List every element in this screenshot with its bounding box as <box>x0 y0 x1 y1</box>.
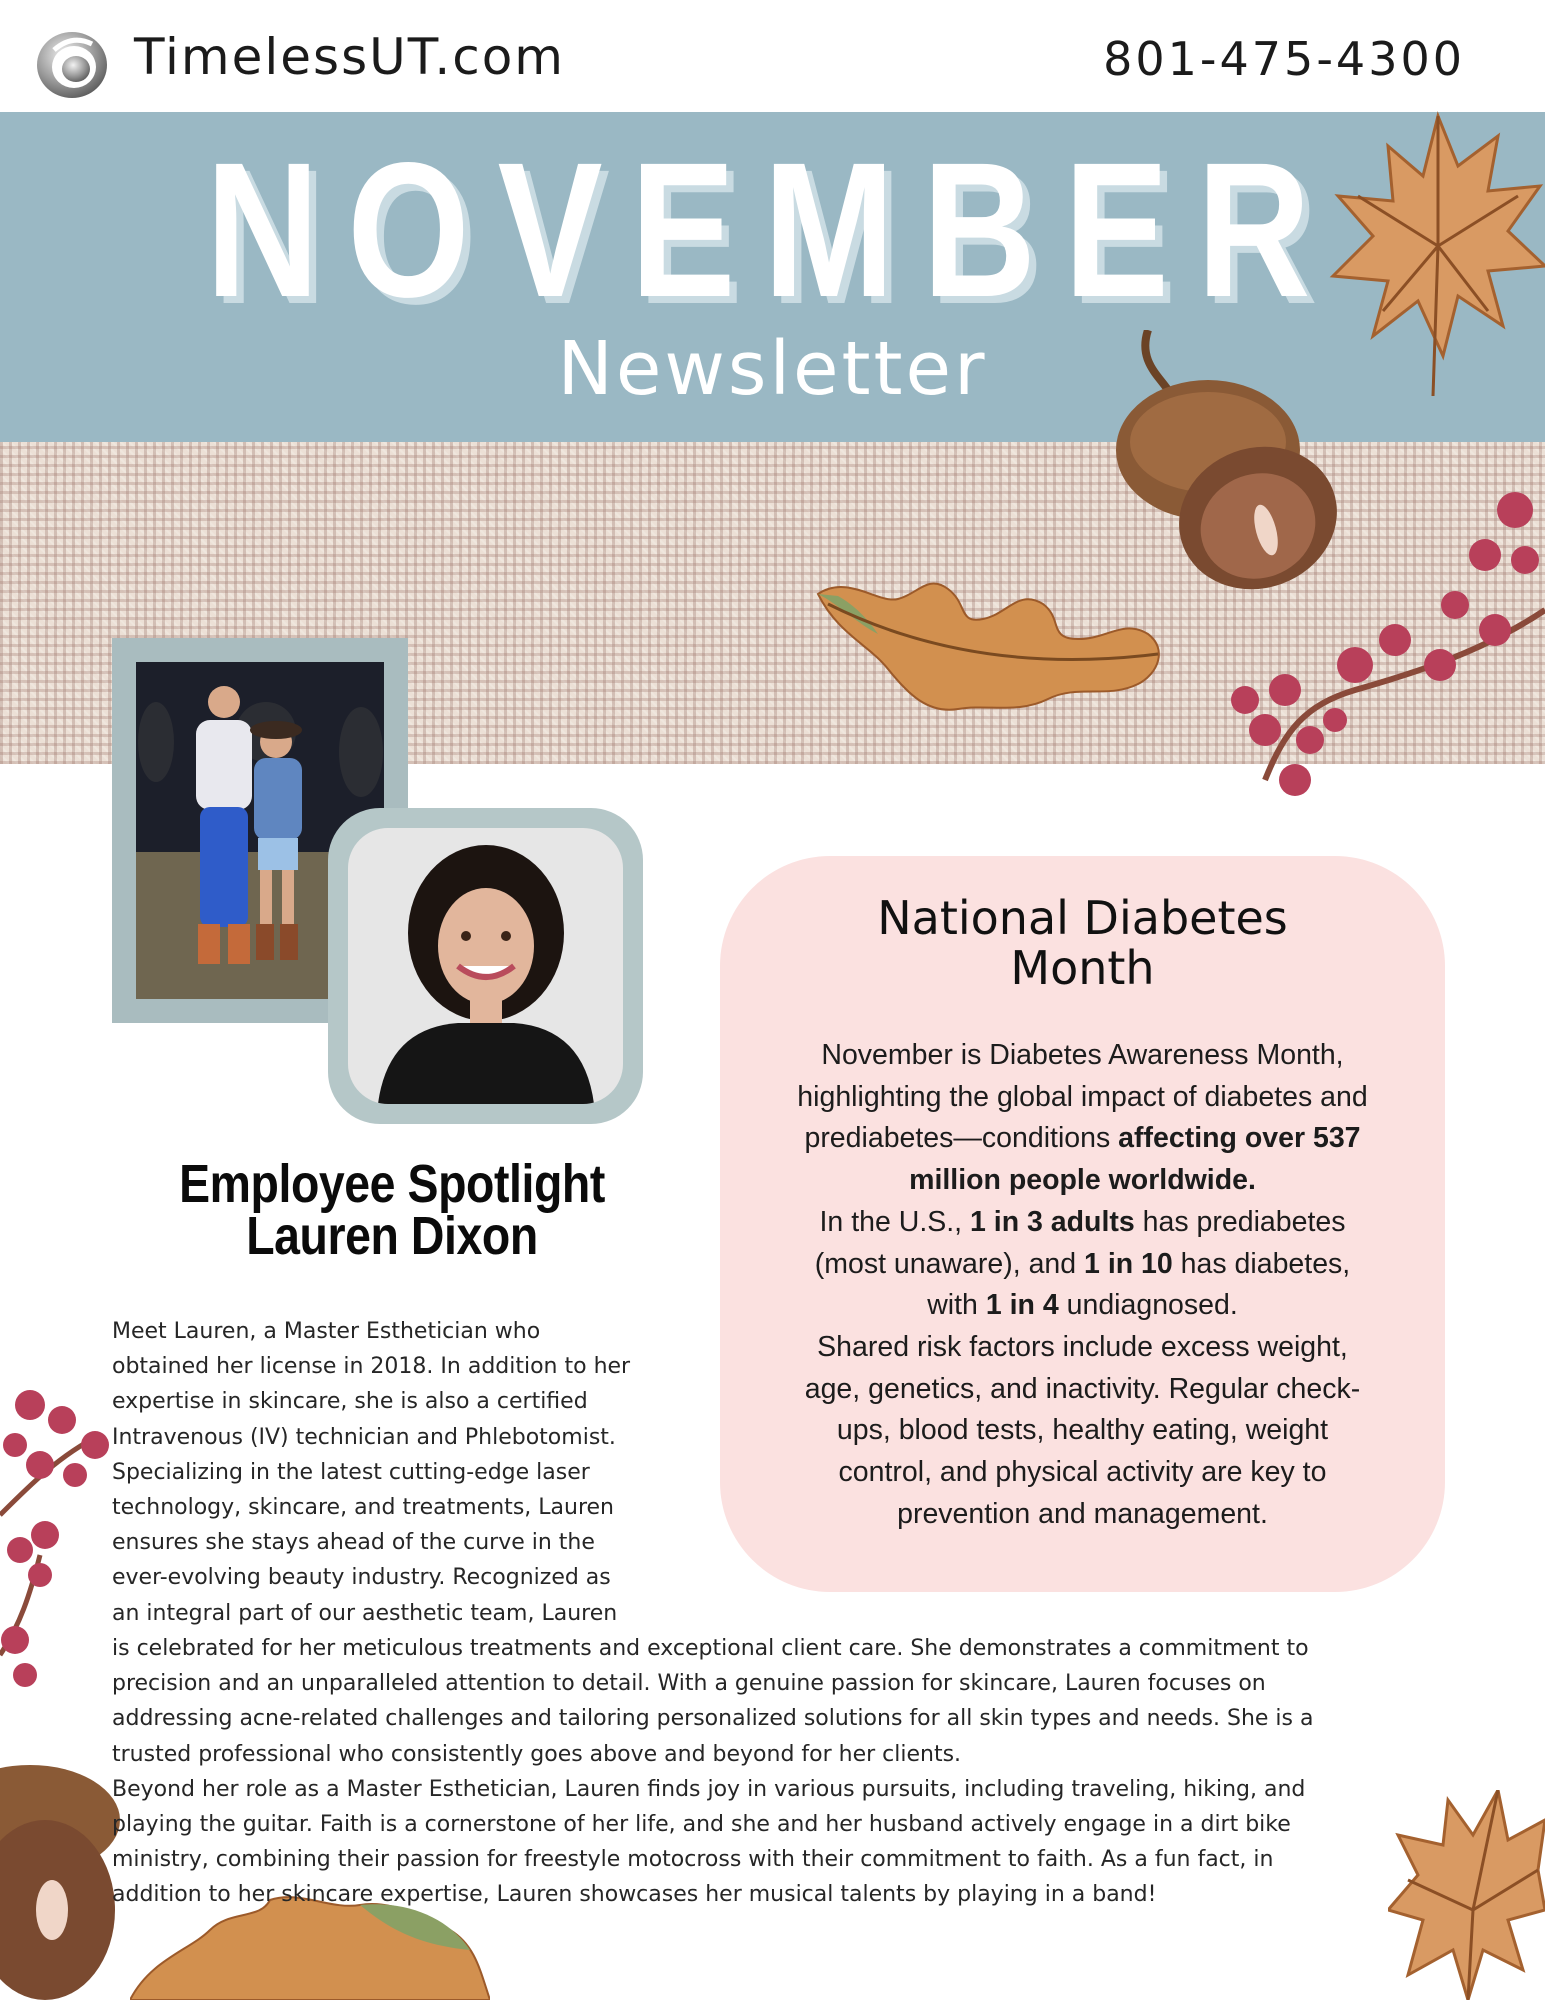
diabetes-stat: 1 in 3 adults <box>970 1205 1135 1238</box>
site-name[interactable]: TimelessUT.com <box>134 28 566 86</box>
bio-line: trusted professional who consistently goes above and beyond for her clients. <box>112 1741 962 1767</box>
diabetes-line: prevention and management. <box>897 1497 1268 1530</box>
portrait-photo-image <box>348 828 623 1104</box>
diabetes-line: (most unaware), and 1 in 10 has diabetes, <box>814 1247 1351 1280</box>
diabetes-line: with 1 in 4 undiagnosed. <box>927 1289 1238 1322</box>
diabetes-line: age, genetics, and inactivity. Regular check- <box>804 1372 1361 1405</box>
bio-line: Specializing in the latest cutting-edge laser <box>112 1459 590 1485</box>
bio-line: ever-evolving beauty industry. Recognized as <box>112 1565 611 1591</box>
acorn-icon <box>0 1760 120 2000</box>
diabetes-line: ups, blood tests, healthy eating, weight <box>836 1414 1329 1447</box>
diabetes-line: control, and physical activity are key to <box>838 1456 1327 1489</box>
spotlight-bio-bottom <box>112 1631 1442 1913</box>
berry-branch-icon <box>1225 480 1545 820</box>
spotlight-bio-top <box>112 1314 672 1631</box>
bio-line: obtained her license in 2018. In addition to her <box>112 1354 631 1380</box>
bio-line: technology, skincare, and treatments, Lauren <box>112 1495 614 1521</box>
diabetes-title-line: Month <box>1010 941 1155 995</box>
spotlight-photo-portrait <box>328 808 643 1124</box>
bio-line: an integral part of our aesthetic team, Lauren <box>112 1600 618 1626</box>
spotlight-heading <box>112 1154 672 1266</box>
bio-line: ensures she stays ahead of the curve in the <box>112 1530 595 1556</box>
diabetes-line: highlighting the global impact of diabetes and <box>797 1080 1368 1113</box>
diabetes-line: Shared risk factors include excess weight, <box>817 1330 1348 1363</box>
berry-branch-icon <box>0 1375 118 1705</box>
bio-line: expertise in skincare, she is also a certified <box>112 1389 588 1415</box>
maple-leaf-icon <box>1318 96 1545 396</box>
diabetes-line: prediabetes—conditions affecting over 537 <box>804 1122 1361 1155</box>
bio-line: Intravenous (IV) technician and Phlebotomist. <box>112 1424 616 1450</box>
diabetes-body <box>740 1035 1425 1535</box>
oak-leaf-icon <box>808 574 1178 724</box>
bio-line: playing the guitar. Faith is a cornerstone of her life, and she and her husband actively engage in a dirt bike <box>112 1812 1291 1838</box>
logo-mark-icon <box>34 30 110 100</box>
diabetes-stat: 1 in 4 <box>985 1289 1059 1322</box>
bio-line: ministry, combining their passion for freestyle motocross with their commitment to faith. As a fun fact, in <box>112 1847 1274 1873</box>
diabetes-stat: 1 in 10 <box>1084 1247 1173 1280</box>
phone-number[interactable]: 801-475-4300 <box>1103 32 1465 86</box>
bio-line: addition to her skincare expertise, Lauren showcases her musical talents by playing in a band! <box>112 1882 1157 1908</box>
bio-line: Meet Lauren, a Master Esthetician who <box>112 1319 541 1344</box>
diabetes-line: In the U.S., 1 in 3 adults has prediabetes <box>819 1205 1346 1238</box>
spotlight-heading-name: Lauren Dixon <box>246 1206 538 1266</box>
bio-line: addressing acne-related challenges and tailoring personalized solutions for all skin types and needs. She is a <box>112 1706 1314 1732</box>
bio-line: Beyond her role as a Master Esthetician, Lauren finds joy in various pursuits, including traveling, hiking, and <box>112 1776 1306 1802</box>
diabetes-title <box>720 893 1445 993</box>
diabetes-stat: affecting over 537 <box>1118 1122 1361 1155</box>
bio-line: is celebrated for her meticulous treatments and exceptional client care. She demonstrates a commitment to <box>112 1636 1309 1661</box>
diabetes-line: November is Diabetes Awareness Month, <box>821 1039 1344 1071</box>
diabetes-stat: million people worldwide. <box>909 1164 1256 1197</box>
diabetes-title-line: National Diabetes <box>877 891 1288 945</box>
bio-line: precision and an unparalleled attention to detail. With a genuine passion for skincare, Lauren focuses on <box>112 1671 1266 1697</box>
diabetes-line <box>740 1160 1425 1202</box>
spotlight-heading-title: Employee Spotlight <box>179 1154 605 1214</box>
newsletter-subtitle: Newsletter <box>557 326 988 412</box>
month-title: NOVEMBER <box>205 122 1339 337</box>
